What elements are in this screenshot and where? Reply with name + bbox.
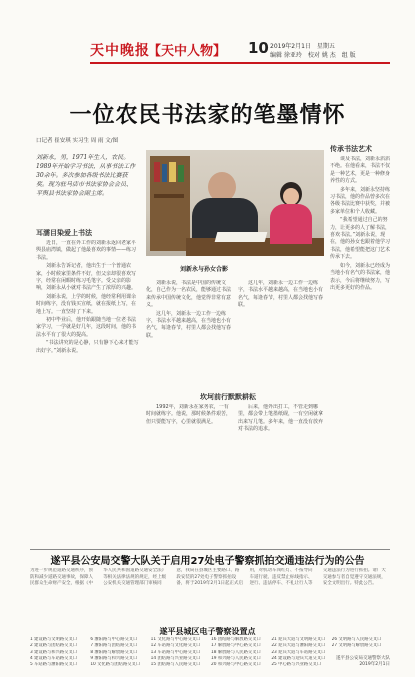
location-item: 15 团结路与人民路交叉口 [150, 662, 201, 668]
article-byline: 口记者 崔安琪 实习生 周 雨 文/图 [36, 138, 119, 144]
notice-divider [30, 549, 390, 550]
newspaper-logo: 天中晚报 [90, 43, 150, 59]
location-item: 12 车站路与文化路交叉口 [150, 643, 201, 649]
paragraph: 刘新永告诉记者，他出生于一个普通农家，小时候家里条件不好，但父亲却很喜欢写字，经常在闲暇时练习毛笔字。受父亲的影响，刘新永从小就对书法产生了浓厚的兴趣。 [36, 263, 137, 292]
location-item: 18 解放路与人民路交叉口 [210, 649, 261, 655]
paragraph: 后来，他外出打工，不管走到哪里，都会带上笔墨纸砚，一有空闲就拿出来写几笔。多年来，他一直没有放弃对书法的追求。 [238, 404, 324, 433]
paragraph: 多年来，刘新永坚持练习书法，他的作品曾多次在各级书法比赛中获奖，并被多家单位和个人收藏。 [330, 186, 391, 215]
article-column-middle-a [146, 280, 232, 388]
notice-body: 为进一步规范道路交通秩序，预防和减少道路交通事故，保障人民群众生命财产安全，根据《中华人民共和国道路交通安全法》等相关法律法规的规定，经上级公安机关交通管理部门审核同意，我局在县城区主要路口、路段安装的27处电子警察抓拍设备，将于2019年2月1日起正式启用，对机动车闯红灯、不按导向车道行驶、违反禁止标线指示、逆行、违法停车、不礼让行人等交通违法行为进行抓拍。请广大交通参与者自觉遵守交通法规，安全文明出行。特此公告。 [30, 568, 386, 587]
location-item: 7 灈阳路与团结路交叉口 [90, 643, 138, 649]
location-item: 11 文化路与中心路交叉口 [150, 637, 201, 642]
location-item: 14 团结路与兴业路交叉口 [150, 655, 201, 661]
location-item: 26 文明路与人民路交叉口 [331, 637, 382, 642]
paragraph: 1992年，刘新永在家务农，一有时间就练字。他说，那时候条件艰苦，但只要能写字，心里就很满足。 [146, 404, 232, 425]
location-item: 22 迎宾大道与灈阳路交叉口 [271, 643, 326, 649]
paragraph: 近日，一直在外工作的刘新永返回老家平舆县庙湾镇，做起了他最喜欢的事情——练习书法。 [36, 240, 137, 261]
article-intro-quote: 刘新永，男，1971年生人，农民。1989年开始学习书法，从事书法工作30余年。多次参加各级书法比赛获奖。现为驻马店市书法家协会会员、平舆县书法家协会副主席。 [36, 154, 136, 197]
location-item: 4 建设路与车站路交叉口 [30, 655, 78, 661]
paragraph: 刘新永说，书法是中国的传统文化，自己作为一名农民，能够通过书法来传承中国传统文化，他觉得非常有意义。 [146, 280, 232, 309]
header-rule [90, 62, 390, 64]
date-line: 2019年2月1日 星期五 [270, 43, 335, 50]
paragraph: 初中毕业后，他开始跟随当地一位老书法家学习，一学就是好几年，这段时间，他的书法水平有了很大的提高。 [36, 317, 137, 338]
page-number: 10 [248, 39, 269, 57]
paragraph: 这几年，刘新永一边工作一边练字，书法水平越来越高，在当地也小有名气，每逢春节，村里人都会找他写春联。 [146, 310, 232, 339]
paragraph: 谈及书法，刘新永滔滔不绝。在他看来，书法不仅是一种艺术，更是一种修身养性的方式。 [330, 156, 391, 185]
location-item: 25 中心路与兴业路交叉口 [271, 662, 322, 668]
section-title: 【天中人物】 [148, 44, 227, 59]
article-title: 一位农民书法家的笔墨情怀 [69, 102, 346, 128]
section-head: 传承书法艺术 [330, 145, 372, 153]
location-item: 24 建设路与迎宾大道交叉口 [271, 655, 326, 661]
location-item: 8 灈阳路与解放路交叉口 [90, 649, 138, 655]
location-item: 23 迎宾大道与车站路交叉口 [271, 649, 326, 655]
article-column-middle-c [146, 404, 324, 538]
paper [215, 232, 268, 242]
paragraph: 如今，刘新永已经成为当地小有名气的书法家，他表示，今后将继续努力，写出更多更好的作品。 [330, 262, 391, 291]
locations-title: 遂平县城区电子警察设置点 [159, 627, 256, 636]
book [169, 162, 176, 182]
paragraph: 这几年，刘新永一边工作一边练字，书法水平越来越高，在当地也小有名气，每逢春节，村里人都会找他写春联。 [238, 280, 324, 309]
paragraph: “书法讲究的是心静，只有静下心来才能写出好字。”刘新永说。 [36, 340, 139, 354]
location-item: 27 文明路与解放路交叉口 [331, 643, 382, 649]
location-item: 10 文化路与团结路交叉口 [90, 662, 141, 668]
location-item: 2 建设路与团结路交叉口 [30, 643, 78, 649]
section-head: 坎坷前行默默耕耘 [200, 393, 256, 401]
location-item: 5 车站路与灈阳路交叉口 [30, 662, 78, 668]
location-item: 9 灈阳路与和兴路交叉口 [90, 655, 138, 661]
notice-date: 2019年2月1日 [359, 662, 390, 667]
notice-signature [315, 656, 390, 668]
notice-issuer: 遂平县公安局交通警察大队 [336, 656, 390, 661]
photo-caption: 刘新永与孙女合影 [180, 266, 229, 273]
section-head: 耳濡目染爱上书法 [36, 229, 92, 237]
editors-line: 编辑 徐亚玲 校对 姚 杰 组 版 [270, 52, 356, 59]
article-column-middle-b [238, 280, 324, 388]
location-item: 17 解放路与中心路交叉口 [210, 643, 261, 649]
location-item: 1 建设路与文明路交叉口 [30, 637, 78, 642]
book [162, 164, 167, 182]
location-item: 21 迎宾大道与文明路交叉口 [271, 637, 326, 642]
paragraph: 刘新永说，上学的时候，他经常利用课余时间练字，没有钱买宣纸，就在报纸上写，在地上写。一直坚持了下来。 [36, 293, 137, 315]
article-column-right [330, 156, 392, 538]
location-item: 3 建设路与和兴路交叉口 [30, 649, 78, 655]
paragraph: “我希望通过自己的努力，让更多的人了解书法，喜欢书法。”刘新永说，现在，他的孙女也跟着他学习书法，他希望能把这门艺术传承下去。 [330, 217, 391, 261]
book [154, 162, 160, 182]
girl-jacket [270, 204, 312, 244]
page-header [90, 40, 390, 62]
notice-title: 遂平县公安局交警大队关于启用27处电子警察抓拍交通违法行为的公告 [50, 556, 365, 567]
girl-face [283, 188, 299, 205]
book [178, 165, 184, 182]
location-item: 19 和兴路与人民路交叉口 [210, 655, 261, 661]
shelf-board [154, 194, 184, 198]
location-item: 20 和兴路与中心路交叉口 [210, 662, 261, 668]
location-item: 16 团结路与解放路交叉口 [210, 637, 261, 642]
location-item: 6 灈阳路与中心路交叉口 [90, 637, 138, 642]
article-column-left [36, 240, 140, 538]
location-item: 13 车站路与中心路交叉口 [150, 649, 201, 655]
article-photo [146, 150, 324, 256]
